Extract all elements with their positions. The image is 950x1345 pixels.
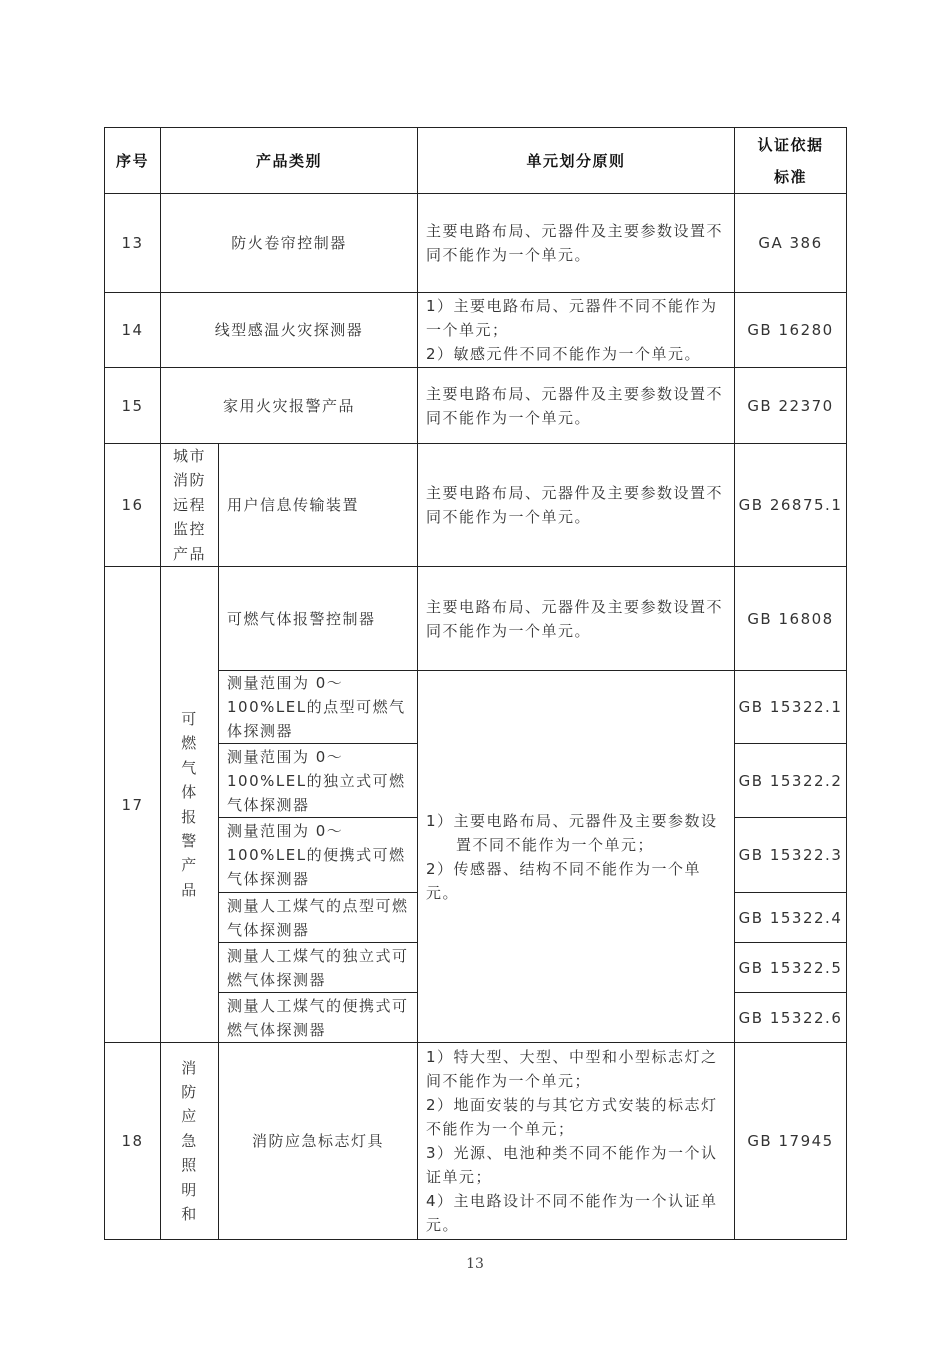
- header-category: 产品类别: [161, 128, 418, 194]
- row-product: 用户信息传输装置: [219, 444, 418, 567]
- group-char: 和: [181, 1205, 198, 1224]
- group-char: 明: [181, 1180, 198, 1199]
- header-standard: [735, 128, 847, 194]
- table-row-17a: [105, 567, 847, 671]
- header-seq: 序号: [105, 128, 161, 194]
- header-row: [105, 128, 847, 194]
- group-char: 体: [181, 783, 198, 802]
- group-char: 报: [181, 807, 198, 826]
- row-standard: GB 15322.5: [735, 943, 847, 993]
- principle-item: 2）传感器、结构不同不能作为一个单元。: [426, 859, 702, 902]
- group-char: 城市: [172, 447, 206, 465]
- group-char: 应: [181, 1107, 198, 1126]
- row-principle: [418, 671, 735, 1043]
- group-char: 照: [181, 1156, 198, 1175]
- group-char: 消防: [172, 471, 206, 490]
- row-product: 防火卷帘控制器: [161, 194, 418, 293]
- principle-item: 3）光源、电池种类不同不能作为一个认证单元；: [426, 1144, 718, 1187]
- row-product: 测量范围为 0～100%LEL的独立式可燃气体探测器: [219, 744, 418, 818]
- row-seq: 17: [105, 567, 161, 1043]
- row-standard: GB 15322.4: [735, 893, 847, 943]
- row-product: 测量人工煤气的点型可燃气体探测器: [219, 893, 418, 943]
- table-row-14: [105, 293, 847, 368]
- header-standard-line2: 标准: [774, 167, 808, 186]
- row-standard: GB 17945: [735, 1043, 847, 1240]
- row-standard: GB 16808: [735, 567, 847, 671]
- group-char: 监控: [172, 520, 206, 539]
- group-char: 燃: [181, 734, 198, 753]
- row-product: 线型感温火灾探测器: [161, 293, 418, 368]
- group-char: 产品: [172, 544, 206, 563]
- row-group: [161, 1043, 219, 1240]
- group-char: 消: [181, 1058, 198, 1077]
- row-principle: [418, 1043, 735, 1240]
- row-product: 可燃气体报警控制器: [219, 567, 418, 671]
- group-char: 可: [181, 709, 198, 728]
- group-char: 急: [181, 1131, 198, 1150]
- table-row-16: [105, 444, 847, 567]
- row-principle: [418, 293, 735, 368]
- page-number: 13: [466, 1256, 484, 1272]
- principle-item: 1）主要电路布局、元器件不同不能作为一个单元；: [426, 297, 718, 339]
- row-seq: 13: [105, 194, 161, 293]
- principle-item: 1）主要电路布局、元器件及主要参数设置不同不能作为一个单元；: [426, 811, 718, 854]
- group-char: 产: [181, 856, 198, 875]
- group-char: 气: [181, 758, 198, 777]
- principle-item: 4）主电路设计不同不能作为一个认证单元。: [426, 1192, 718, 1235]
- group-char: 警: [181, 831, 198, 850]
- group-char: 远程: [172, 495, 206, 514]
- row-standard: GB 15322.1: [735, 671, 847, 744]
- principle-item: 2）地面安装的与其它方式安装的标志灯不能作为一个单元；: [426, 1096, 718, 1139]
- row-product: 测量人工煤气的独立式可燃气体探测器: [219, 943, 418, 993]
- table-row-13: [105, 194, 847, 293]
- row-standard: GB 16280: [735, 293, 847, 368]
- row-group: [161, 444, 219, 567]
- principle-item: 2）敏感元件不同不能作为一个单元。: [426, 345, 702, 363]
- row-seq: 15: [105, 368, 161, 444]
- row-product: 测量范围为 0～100%LEL的便携式可燃气体探测器: [219, 818, 418, 893]
- row-standard: GA 386: [735, 194, 847, 293]
- row-standard: GB 26875.1: [735, 444, 847, 567]
- row-group: [161, 567, 219, 1043]
- row-standard: GB 15322.3: [735, 818, 847, 893]
- row-principle: 主要电路布局、元器件及主要参数设置不同不能作为一个单元。: [418, 194, 735, 293]
- header-standard-line1: 认证依据: [757, 135, 824, 154]
- row-principle: 主要电路布局、元器件及主要参数设置不同不能作为一个单元。: [418, 368, 735, 444]
- header-principle: 单元划分原则: [418, 128, 735, 194]
- row-standard: GB 15322.2: [735, 744, 847, 818]
- row-standard: GB 22370: [735, 368, 847, 444]
- row-seq: 16: [105, 444, 161, 567]
- row-standard: GB 15322.6: [735, 993, 847, 1043]
- certification-table: [104, 127, 847, 1240]
- group-char: 防: [181, 1083, 198, 1102]
- row-product: 测量人工煤气的便携式可燃气体探测器: [219, 993, 418, 1043]
- row-principle: 主要电路布局、元器件及主要参数设置不同不能作为一个单元。: [418, 444, 735, 567]
- row-product: 测量范围为 0～100%LEL的点型可燃气体探测器: [219, 671, 418, 744]
- row-seq: 14: [105, 293, 161, 368]
- row-product: 消防应急标志灯具: [219, 1043, 418, 1240]
- row-seq: 18: [105, 1043, 161, 1240]
- table-row-18: [105, 1043, 847, 1240]
- row-product: 家用火灾报警产品: [161, 368, 418, 444]
- table-row-15: [105, 368, 847, 444]
- principle-item: 1）特大型、大型、中型和小型标志灯之间不能作为一个单元；: [426, 1048, 718, 1091]
- group-char: 品: [181, 880, 198, 899]
- row-principle: 主要电路布局、元器件及主要参数设置不同不能作为一个单元。: [418, 567, 735, 671]
